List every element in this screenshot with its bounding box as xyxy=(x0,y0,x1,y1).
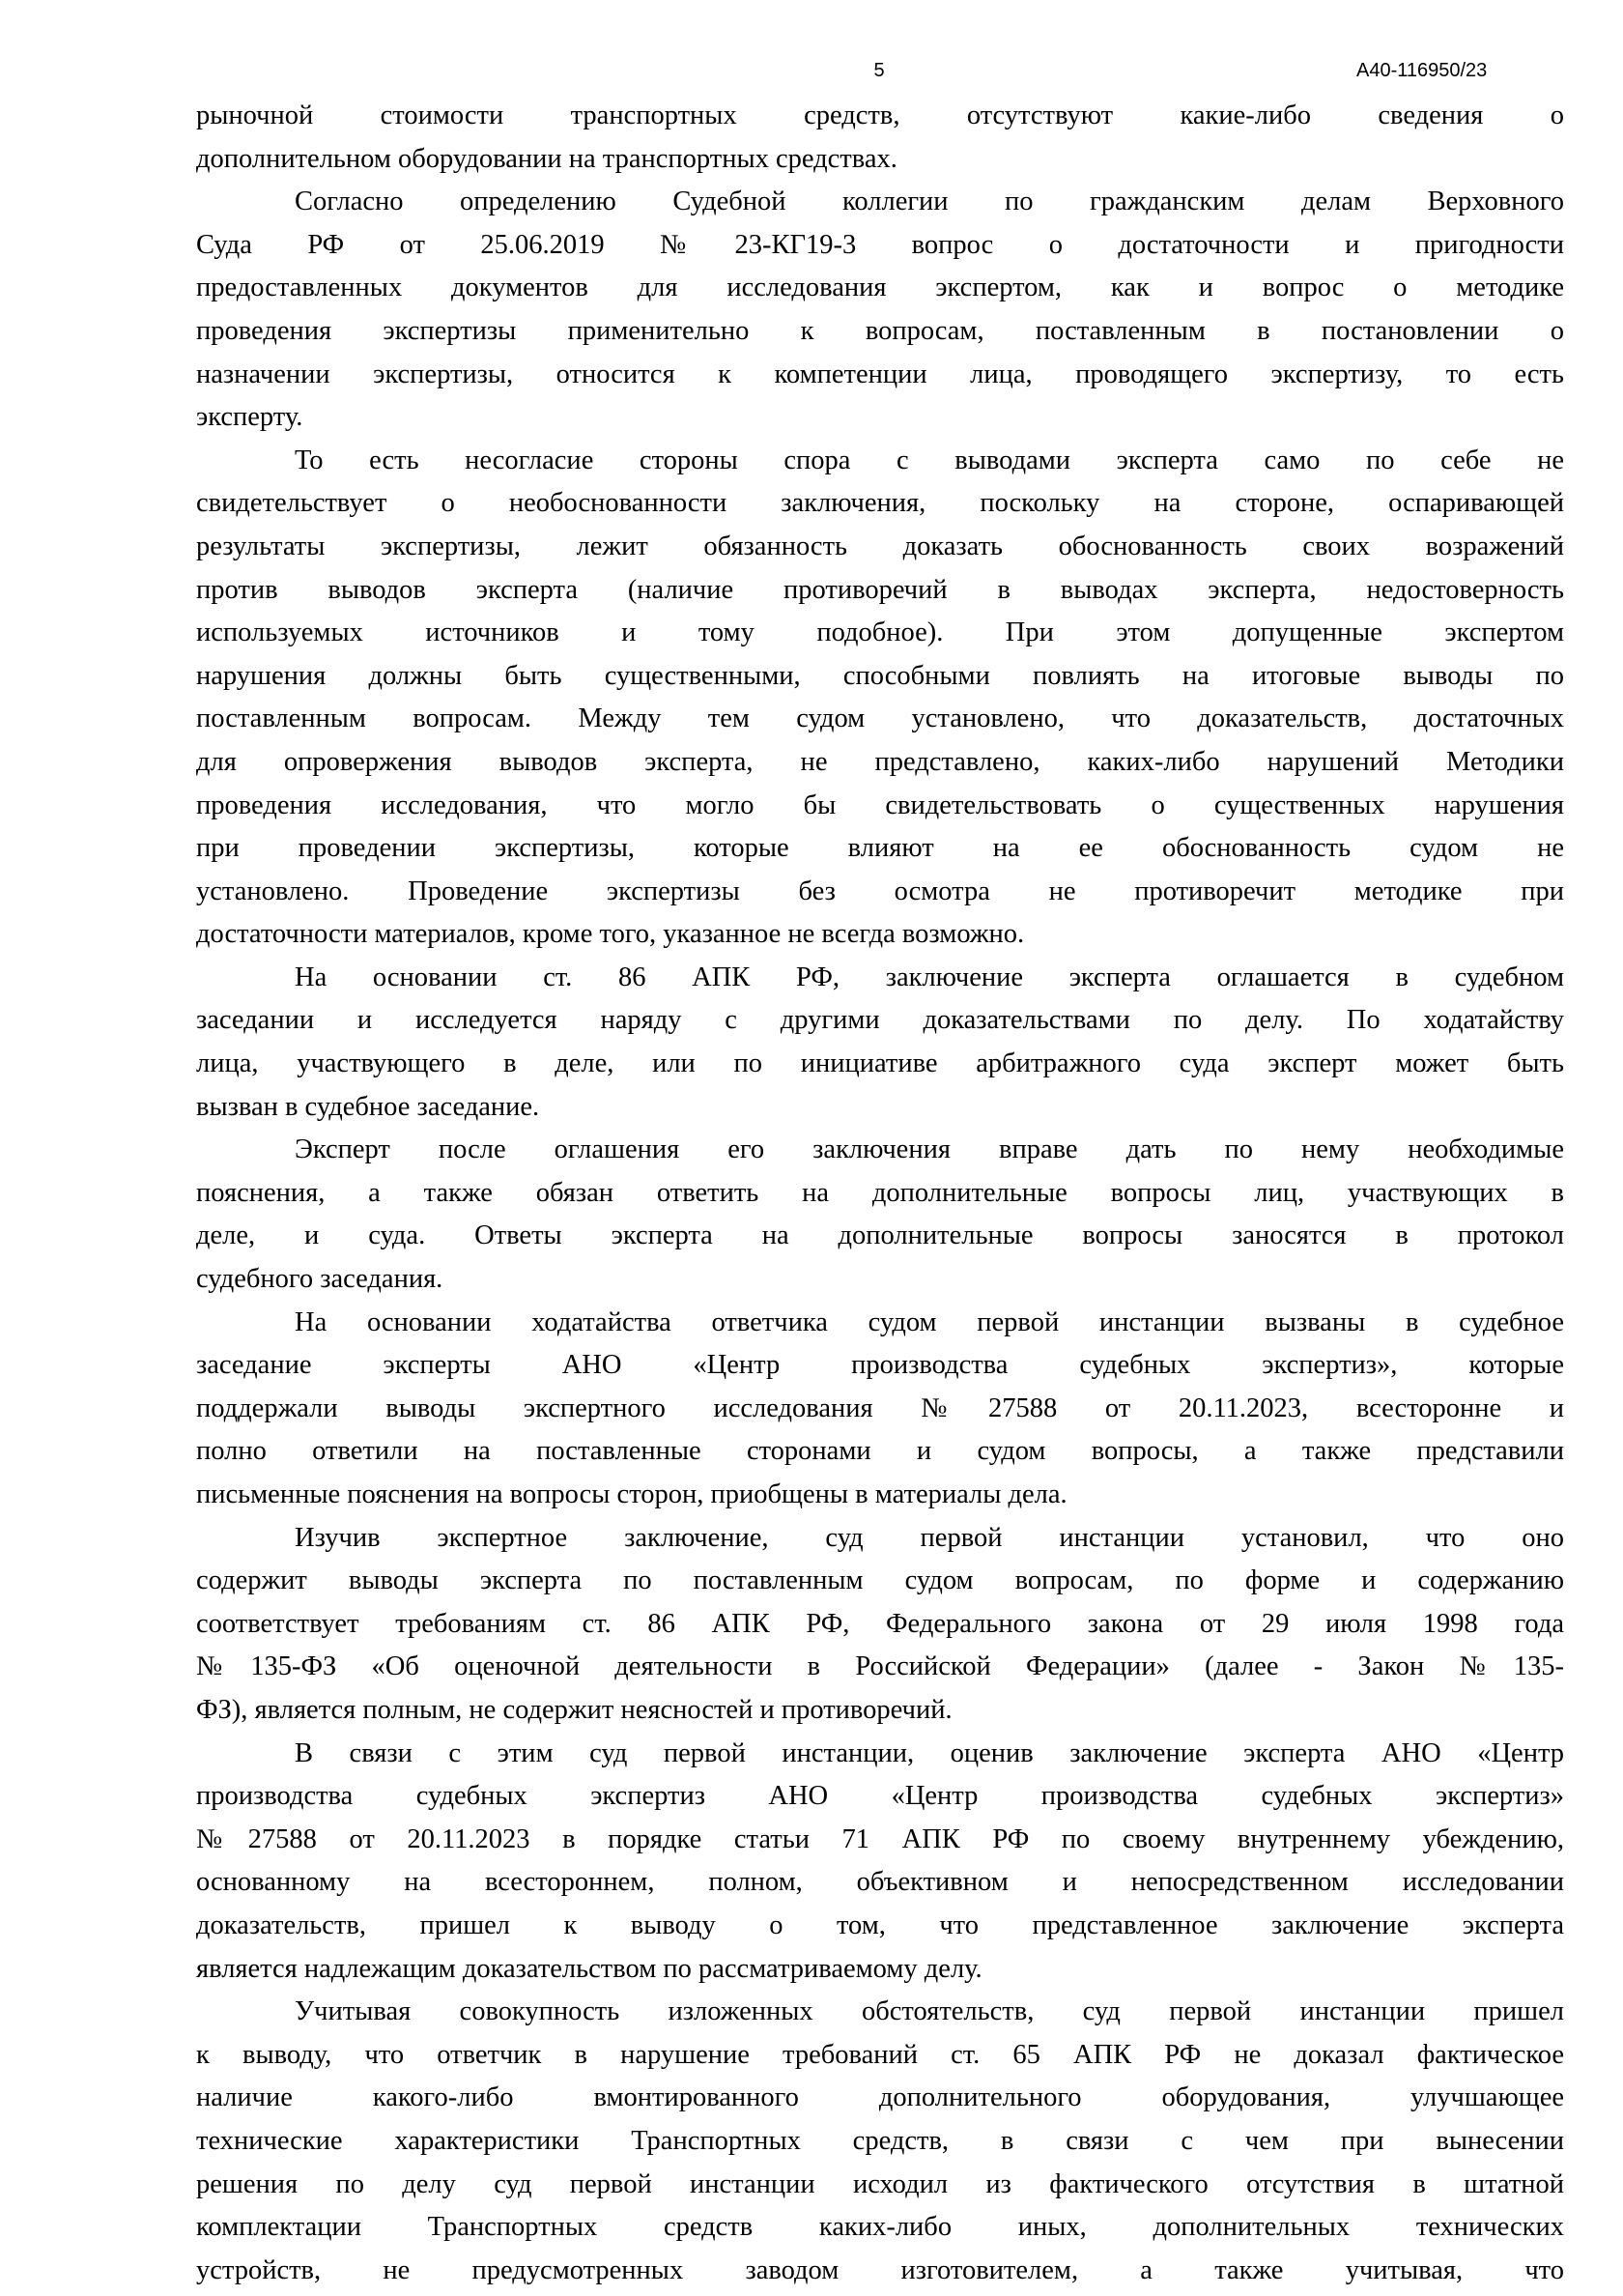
paragraph xyxy=(196,440,1564,957)
text-line: №135-ФЗ «Об оценочной деятельности в Российской Федерации» (далее - Закон №135- xyxy=(196,1651,1564,1682)
text-line: назначении экспертизы, относится к компетенции лица, проводящего экспертизу, то есть xyxy=(196,359,1564,389)
text-line: рыночной стоимости транспортных средств, отсутствуют какие-либо сведения о xyxy=(196,100,1564,130)
text-line: решения по делу суд первой инстанции исходил из фактического отсутствия в штатной xyxy=(196,2168,1564,2199)
text-line: при проведении экспертизы, которые влияют на ее обоснованность судом не xyxy=(196,833,1564,864)
text-line: заседании и исследуется наряду с другими доказательствами по делу. По ходатайству xyxy=(196,1005,1564,1036)
text-line: устройств, не предусмотренных заводом изготовителем, а также учитывая, что xyxy=(196,2254,1564,2285)
text-line: доказательств, пришел к выводу о том, что представленное заключение эксперта xyxy=(196,1909,1564,1940)
text-line: предоставленных документов для исследования экспертом, как и вопрос о методике xyxy=(196,273,1564,303)
text-line: На основании ст. 86 АПК РФ, заключение эксперта оглашается в судебном xyxy=(295,961,1564,992)
text-line: На основании ходатайства ответчика судом первой инстанции вызваны в судебное xyxy=(295,1306,1564,1337)
text-line: проведения исследования, что могло бы свидетельствовать о существенных нарушения xyxy=(196,789,1564,820)
text-line: комплектации Транспортных средств каких-либо иных, дополнительных технических xyxy=(196,2212,1564,2243)
text-line: результаты экспертизы, лежит обязанность доказать обоснованность своих возражений xyxy=(196,531,1564,561)
paragraph xyxy=(196,1517,1564,1733)
page-number: 5 xyxy=(873,60,885,81)
text-line: наличие какого-либо вмонтированного дополнительного оборудования, улучшающее xyxy=(196,2082,1564,2113)
text-line: против выводов эксперта (наличие противоречий в выводах эксперта, недостоверность xyxy=(196,574,1564,605)
text-line: Согласно определению Судебной коллегии по гражданским делам Верховного xyxy=(295,187,1564,217)
text-line: судебного заседания. xyxy=(196,1264,443,1295)
text-line: производства судебных экспертиз АНО «Центр производства судебных экспертиз» xyxy=(196,1781,1564,1812)
text-line: проведения экспертизы применительно к вопросам, поставленным в постановлении о xyxy=(196,315,1564,346)
paragraph xyxy=(196,181,1564,440)
text-line: поставленным вопросам. Между тем судом установлено, что доказательств, достаточных xyxy=(196,703,1564,734)
text-line: является надлежащим доказательством по рассматриваемому делу. xyxy=(196,1953,982,1984)
text-line: деле, и суда. Ответы эксперта на дополнительные вопросы заносятся в протокол xyxy=(196,1220,1564,1251)
text-line: То есть несогласие стороны спора с выводами эксперта само по себе не xyxy=(295,445,1564,475)
text-line: Изучив экспертное заключение, суд первой инстанции установил, что оно xyxy=(295,1522,1564,1553)
text-line: Суда РФ от 25.06.2019 №23-КГ19-3 вопрос о достаточности и пригодности xyxy=(196,229,1564,260)
paragraph xyxy=(196,1302,1564,1517)
text-line: нарушения должны быть существенными, способными повлиять на итоговые выводы по xyxy=(196,660,1564,691)
text-line: Эксперт после оглашения его заключения вправе дать по нему необходимые xyxy=(295,1134,1564,1165)
text-line: Учитывая совокупность изложенных обстоятельств, суд первой инстанции пришел xyxy=(295,1996,1564,2027)
text-line: №27588 от 20.11.2023 в порядке статьи 71 АПК РФ по своему внутреннему убеждению, xyxy=(196,1823,1564,1854)
paragraph xyxy=(196,1129,1564,1301)
paragraph xyxy=(196,1733,1564,1992)
text-line: эксперту. xyxy=(196,402,303,433)
paragraph xyxy=(196,95,1564,181)
text-line: полно ответили на поставленные сторонами и судом вопросы, а также представили xyxy=(196,1436,1564,1467)
paragraph xyxy=(196,957,1564,1129)
text-line: достаточности материалов, кроме того, указанное не всегда возможно. xyxy=(196,919,1025,950)
text-line: используемых источников и тому подобное). При этом допущенные экспертом xyxy=(196,617,1564,648)
text-line: содержит выводы эксперта по поставленным судом вопросам, по форме и содержанию xyxy=(196,1565,1564,1596)
text-line: поддержали выводы экспертного исследования №27588 от 20.11.2023, всесторонне и xyxy=(196,1392,1564,1423)
text-line: свидетельствует о необоснованности заключения, поскольку на стороне, оспаривающей xyxy=(196,488,1564,519)
text-line: дополнительном оборудовании на транспортных средствах. xyxy=(196,143,897,174)
document-body xyxy=(196,95,1564,2292)
text-line: В связи с этим суд первой инстанции, оценив заключение эксперта АНО «Центр xyxy=(295,1737,1564,1768)
text-line: лица, участвующего в деле, или по инициативе арбитражного суда эксперт может быть xyxy=(196,1048,1564,1079)
text-line: вызван в судебное заседание. xyxy=(196,1091,540,1122)
text-line: к выводу, что ответчик в нарушение требований ст. 65 АПК РФ не доказал фактическое xyxy=(196,2039,1564,2070)
text-line: основанному на всестороннем, полном, объективном и непосредственном исследовании xyxy=(196,1867,1564,1898)
text-line: пояснения, а также обязан ответить на дополнительные вопросы лиц, участвующих в xyxy=(196,1177,1564,1208)
text-line: технические характеристики Транспортных средств, в связи с чем при вынесении xyxy=(196,2125,1564,2156)
text-line: для опровержения выводов эксперта, не представлено, каких-либо нарушений Методики xyxy=(196,746,1564,777)
paragraph xyxy=(196,1991,1564,2292)
text-line: заседание эксперты АНО «Центр производства судебных экспертиз», которые xyxy=(196,1350,1564,1381)
case-number: А40-116950/23 xyxy=(1356,60,1488,81)
text-line: письменные пояснения на вопросы сторон, приобщены в материалы дела. xyxy=(196,1479,1068,1509)
text-line: соответствует требованиям ст. 86 АПК РФ, Федерального закона от 29 июля 1998 года xyxy=(196,1608,1564,1639)
text-line: установлено. Проведение экспертизы без осмотра не противоречит методике при xyxy=(196,875,1564,906)
text-line: ФЗ), является полным, не содержит неясностей и противоречий. xyxy=(196,1694,953,1725)
